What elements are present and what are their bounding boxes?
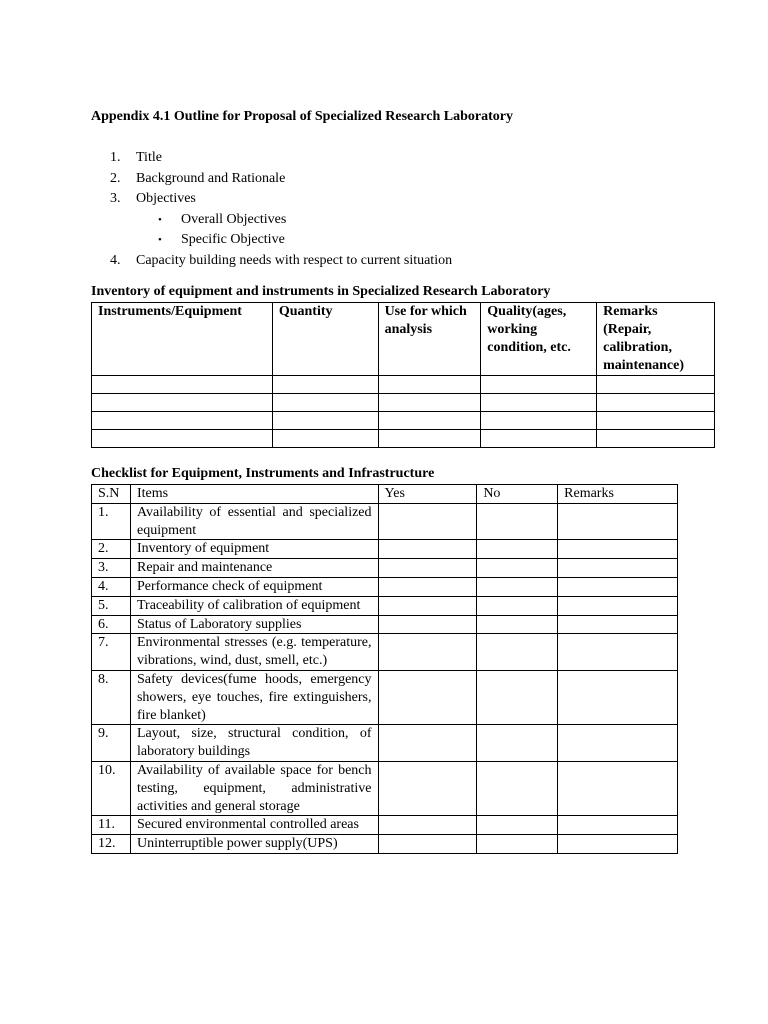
no-cell[interactable] [477,503,558,540]
yes-cell[interactable] [378,596,477,615]
inventory-table [91,302,715,448]
outline-text: Objectives [136,191,196,206]
outline-text: Title [136,150,162,165]
table-row [92,816,678,835]
no-cell[interactable] [477,596,558,615]
remarks-cell[interactable] [558,670,678,724]
yes-cell[interactable] [378,835,477,854]
row-item: Safety devices(fume hoods, emergency showers, eye touches, fire extinguishers, fire blanket) [130,670,378,724]
table-cell[interactable] [272,376,378,394]
row-number: 11. [92,816,131,835]
column-header: Items [130,485,378,504]
no-cell[interactable] [477,540,558,559]
row-item: Repair and maintenance [130,559,378,578]
remarks-cell[interactable] [558,634,678,671]
remarks-cell[interactable] [558,725,678,762]
row-item: Availability of essential and specialized equipment [130,503,378,540]
yes-cell[interactable] [378,503,477,540]
table-cell[interactable] [378,412,481,430]
outline-text: Background and Rationale [136,170,286,186]
remarks-cell[interactable] [558,615,678,634]
column-header: Yes [378,485,477,504]
table-cell[interactable] [481,412,597,430]
remarks-cell[interactable] [558,559,678,578]
table-cell[interactable] [272,394,378,412]
outline-number: 1. [110,150,121,165]
table-cell[interactable] [481,430,597,448]
column-header: Instruments/Equipment [92,303,273,376]
table-cell[interactable] [92,376,273,394]
row-item: Uninterruptible power supply(UPS) [130,835,378,854]
row-number: 6. [92,615,131,634]
row-item: Performance check of equipment [130,577,378,596]
row-number: 2. [92,540,131,559]
table-row [92,559,678,578]
table-header-row [92,303,715,376]
row-number: 9. [92,725,131,762]
table-cell[interactable] [597,412,715,430]
row-number: 4. [92,577,131,596]
checklist-title: Checklist for Equipment, Instruments and Infrastructure [91,466,435,481]
remarks-cell[interactable] [558,596,678,615]
table-row [92,577,678,596]
no-cell[interactable] [477,835,558,854]
row-number: 5. [92,596,131,615]
table-cell[interactable] [597,394,715,412]
table-cell[interactable] [92,412,273,430]
bullet-icon: • [158,213,162,226]
table-row [92,503,678,540]
yes-cell[interactable] [378,761,477,815]
column-header: Remarks (Repair, calibration, maintenance) [597,303,715,376]
remarks-cell[interactable] [558,577,678,596]
row-number: 1. [92,503,131,540]
no-cell[interactable] [477,559,558,578]
no-cell[interactable] [477,615,558,634]
outline-text: Specific Objective [181,232,285,247]
checklist-table [91,484,678,854]
row-item: Status of Laboratory supplies [130,615,378,634]
table-cell[interactable] [272,430,378,448]
yes-cell[interactable] [378,634,477,671]
remarks-cell[interactable] [558,540,678,559]
table-row [92,394,715,412]
row-number: 3. [92,559,131,578]
column-header: Quality(ages, working condition, etc. [481,303,597,376]
table-cell[interactable] [92,394,273,412]
bullet-icon: • [158,234,162,246]
row-item: Availability of available space for bench testing, equipment, administrative activities and general storage [130,761,378,815]
table-cell[interactable] [378,430,481,448]
column-header: Remarks [558,485,678,504]
row-number: 8. [92,670,131,724]
no-cell[interactable] [477,670,558,724]
yes-cell[interactable] [378,816,477,835]
table-row [92,725,678,762]
table-cell[interactable] [92,430,273,448]
table-row [92,761,678,815]
row-number: 7. [92,634,131,671]
table-row [92,835,678,854]
row-item: Layout, size, structural condition, of laboratory buildings [130,725,378,762]
table-cell[interactable] [597,376,715,394]
outline-number: 4. [110,252,121,268]
outline-text: Capacity building needs with respect to current situation [136,252,453,268]
table-cell[interactable] [597,430,715,448]
table-row [92,412,715,430]
yes-cell[interactable] [378,577,477,596]
page-title: Appendix 4.1 Outline for Proposal of Specialized Research Laboratory [91,109,513,124]
remarks-cell[interactable] [558,835,678,854]
row-item: Secured environmental controlled areas [130,816,378,835]
row-item: Environmental stresses (e.g. temperature, vibrations, wind, dust, smell, etc.) [130,634,378,671]
outline-number: 3. [110,191,121,206]
no-cell[interactable] [477,725,558,762]
table-row [92,376,715,394]
table-row [92,615,678,634]
yes-cell[interactable] [378,540,477,559]
column-header: No [477,485,558,504]
column-header: Use for which analysis [378,303,481,376]
table-cell[interactable] [481,376,597,394]
table-header-row [92,485,678,504]
row-item: Inventory of equipment [130,540,378,559]
row-number: 12. [92,835,131,854]
no-cell[interactable] [477,577,558,596]
table-cell[interactable] [378,376,481,394]
table-cell[interactable] [481,394,597,412]
row-item: Traceability of calibration of equipment [130,596,378,615]
column-header: Quantity [272,303,378,376]
remarks-cell[interactable] [558,503,678,540]
table-row [92,596,678,615]
no-cell[interactable] [477,816,558,835]
outline-number: 2. [110,170,121,186]
remarks-cell[interactable] [558,761,678,815]
no-cell[interactable] [477,761,558,815]
no-cell[interactable] [477,634,558,671]
yes-cell[interactable] [378,670,477,724]
table-row [92,670,678,724]
table-row [92,430,715,448]
remarks-cell[interactable] [558,816,678,835]
yes-cell[interactable] [378,559,477,578]
table-cell[interactable] [272,412,378,430]
yes-cell[interactable] [378,725,477,762]
yes-cell[interactable] [378,615,477,634]
table-row [92,634,678,671]
table-row [92,540,678,559]
table-cell[interactable] [378,394,481,412]
column-header: S.N [92,485,131,504]
inventory-title: Inventory of equipment and instruments in Specialized Research Laboratory [91,284,551,299]
outline-text: Overall Objectives [181,211,287,227]
row-number: 10. [92,761,131,815]
